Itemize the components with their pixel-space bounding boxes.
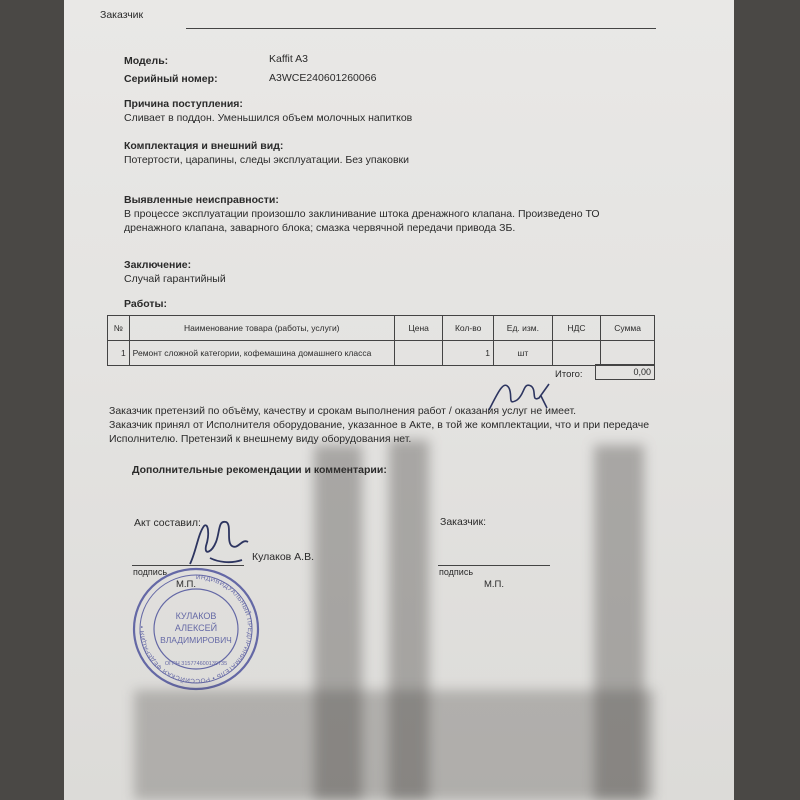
cell-vat (552, 341, 601, 366)
claims-line-3: Исполнителю. Претензий к внешнему виду оборудования нет. (109, 433, 412, 445)
kit-text: Потертости, царапины, следы эксплуатации. Без упаковки (124, 154, 410, 166)
conclusion-label: Заключение: (124, 259, 192, 271)
reason-label: Причина поступления: (124, 98, 243, 110)
table-row (108, 341, 655, 366)
col-header-vat: НДС (552, 316, 601, 341)
photo-shadow-bottom (134, 690, 654, 800)
recommendations-label: Дополнительные рекомендации и комментарии: (132, 464, 387, 476)
faults-line-1: В процессе эксплуатации произошло заклинивание штока дренажного клапана. Произведено ТО (124, 208, 600, 220)
works-label: Работы: (124, 298, 167, 310)
stamp-line-2: АЛЕКСЕЙ (174, 623, 218, 633)
model-value: Kaffit A3 (269, 53, 308, 65)
photo-shadow-middle (389, 440, 429, 800)
photo-shadow-left (314, 445, 362, 800)
photo-shadow-right (594, 445, 644, 800)
cell-qty: 1 (443, 341, 494, 366)
reason-text: Сливает в поддон. Уменьшился объем молочных напитков (124, 112, 413, 124)
composed-mp-label: М.П. (176, 579, 197, 590)
stamp-line-3: ВЛАДИМИРОВИЧ (160, 635, 232, 645)
col-header-qty: Кол-во (443, 316, 494, 341)
col-header-name: Наименование товара (работы, услуги) (129, 316, 394, 341)
header-customer-line (186, 28, 656, 29)
composed-sign-label: подпись (133, 567, 168, 577)
faults-line-2: дренажного клапана, заварного блока; смазка червячной передачи привода ЗБ. (124, 222, 516, 234)
customer-sign-label: подпись (439, 567, 474, 577)
customer-mp-label: М.П. (484, 579, 505, 590)
cell-number: 1 (108, 341, 130, 366)
faults-label: Выявленные неисправности: (124, 194, 279, 206)
col-header-number: № (108, 316, 130, 341)
serial-label: Серийный номер: (124, 73, 218, 85)
total-label: Итого: (555, 369, 583, 380)
col-header-sum: Сумма (601, 316, 655, 341)
claims-line-2: Заказчик принял от Исполнителя оборудование, указанное в Акте, в той же комплектации, что и при передаче (109, 419, 650, 431)
conclusion-text: Случай гарантийный (124, 273, 226, 285)
col-header-price: Цена (394, 316, 443, 341)
stamp-line-1: КУЛАКОВ (175, 611, 217, 621)
header-customer-label: Заказчик (100, 9, 144, 21)
cell-unit: шт (493, 341, 552, 366)
cell-name: Ремонт сложной категории, кофемашина домашнего класса (129, 341, 394, 366)
stamp-ring-text: ИНДИВИДУАЛЬНЫЙ ПРЕДПРИНИМАТЕЛЬ • РОССИЙСКАЯ ФЕДЕРАЦИЯ • (138, 573, 253, 685)
works-table-header-row (108, 316, 655, 341)
kit-label: Комплектация и внешний вид: (124, 140, 284, 152)
composed-by-label: Акт составил: (134, 517, 201, 529)
stamp-ogrn: ОГРН 315774600139735 (164, 661, 228, 667)
cell-price (394, 341, 443, 366)
col-header-unit: Ед. изм. (493, 316, 552, 341)
cell-sum (601, 341, 655, 366)
company-stamp-icon (129, 565, 264, 693)
stamp-ink (134, 569, 258, 689)
document-page (64, 0, 734, 800)
claims-line-1: Заказчик претензий по объёму, качеству и срокам выполнения работ / оказания услуг не имеет. (109, 405, 577, 417)
model-label: Модель: (124, 55, 169, 67)
customer-sign-title: Заказчик: (440, 516, 487, 528)
works-table (107, 315, 655, 366)
serial-value: A3WCE240601260066 (269, 72, 377, 84)
composed-name: Кулаков А.В. (252, 551, 314, 563)
total-value: 0,00 (595, 364, 655, 380)
